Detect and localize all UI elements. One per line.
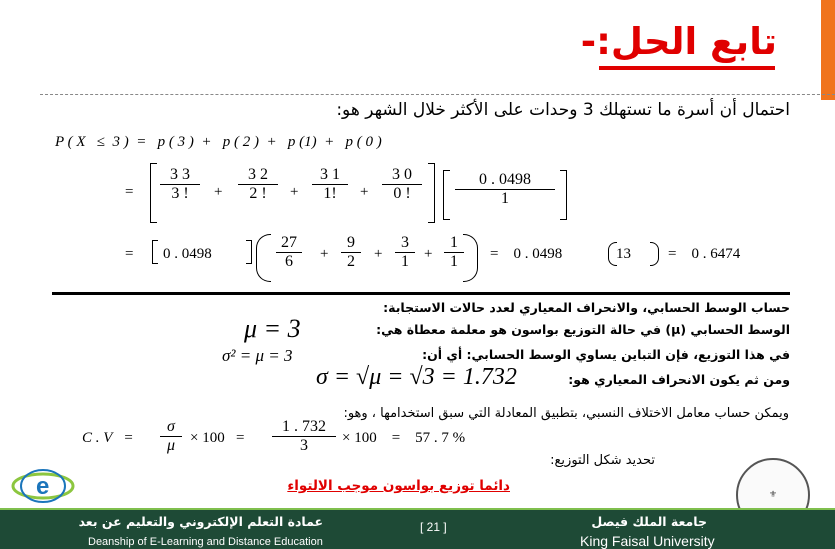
denominator: μ bbox=[166, 437, 176, 454]
denominator: 0 ! bbox=[393, 185, 411, 202]
cv-fraction-value bbox=[272, 418, 336, 455]
numerator: σ bbox=[160, 418, 182, 437]
fraction-a bbox=[276, 234, 302, 271]
bracket-open bbox=[152, 240, 158, 264]
stats-variance-line: في هذا التوزيع، فإن التباين يساوي الوسط الحسابي: أي أن: bbox=[422, 347, 790, 362]
eq2-equals: = bbox=[125, 246, 134, 262]
shape-conclusion: دائما توزيع بواسون موجب الالتواء bbox=[287, 478, 510, 494]
page-title: تابع الحل:- bbox=[580, 20, 777, 63]
section-divider bbox=[52, 292, 790, 295]
numerator: 3 1 bbox=[312, 166, 348, 185]
bracket-close bbox=[428, 163, 435, 223]
fraction-term-3 bbox=[312, 166, 348, 203]
numerator: 3 bbox=[395, 234, 415, 253]
bracket-open bbox=[443, 170, 450, 220]
cv-times: × 100 = bbox=[190, 430, 245, 446]
shape-label: تحديد شكل التوزيع: bbox=[550, 453, 655, 468]
cv-lhs: C . V = bbox=[82, 430, 134, 446]
denominator: 2 ! bbox=[249, 185, 267, 202]
plus-sign: + bbox=[214, 184, 223, 200]
plus-sign: + bbox=[320, 246, 329, 262]
title-underline bbox=[599, 66, 775, 70]
fraction-factor bbox=[455, 171, 555, 208]
cv-fraction-sigma-mu bbox=[160, 418, 182, 455]
mu-equation: μ = 3 bbox=[244, 314, 301, 343]
footer-deanship-ar: عمادة التعلم الإلكتروني والتعليم عن بعد bbox=[78, 514, 323, 529]
plus-sign: + bbox=[374, 246, 383, 262]
numerator: 27 bbox=[276, 234, 302, 253]
denominator: 1 bbox=[450, 253, 458, 270]
variance-equation: σ² = μ = 3 bbox=[222, 346, 293, 365]
plus-sign: + bbox=[290, 184, 299, 200]
eq2-mid: = 0 . 0498 bbox=[490, 246, 563, 262]
fraction-b bbox=[341, 234, 361, 271]
denominator: 6 bbox=[285, 253, 293, 270]
stats-sd-line: ومن ثم يكون الانحراف المعياري هو: bbox=[568, 372, 790, 387]
paren-value: 13 bbox=[616, 246, 631, 262]
bracket-close bbox=[246, 240, 252, 264]
bracket-open bbox=[150, 163, 157, 223]
denominator: 1! bbox=[323, 185, 337, 202]
paren-open bbox=[256, 234, 271, 282]
header-divider bbox=[40, 94, 835, 95]
numerator: 1 . 732 bbox=[272, 418, 336, 437]
accent-bar bbox=[821, 0, 835, 100]
question-text: احتمال أن أسرة ما تستهلك 3 وحدات على الأكثر خلال الشهر هو: bbox=[336, 100, 790, 120]
numerator: 9 bbox=[341, 234, 361, 253]
numerator: 3 2 bbox=[238, 166, 278, 185]
footer-university-ar: جامعة الملك فيصل bbox=[591, 514, 707, 529]
deanship-logo bbox=[10, 464, 76, 506]
denominator: 3 bbox=[300, 437, 308, 454]
stats-heading: حساب الوسط الحسابي، والانحراف المعياري لعدد حالات الاستجابة: bbox=[383, 300, 790, 315]
numerator: 0 . 0498 bbox=[455, 171, 555, 190]
bracket-close bbox=[560, 170, 567, 220]
eq1-equals: = bbox=[125, 184, 134, 200]
paren-close bbox=[650, 242, 659, 266]
denominator: 3 ! bbox=[171, 185, 189, 202]
denominator: 1 bbox=[501, 190, 509, 207]
eq2-result: = 0 . 6474 bbox=[668, 246, 741, 262]
eq2-lead: 0 . 0498 bbox=[163, 246, 212, 262]
footer-line bbox=[0, 508, 835, 510]
numerator: 3 0 bbox=[382, 166, 422, 185]
numerator: 3 3 bbox=[160, 166, 200, 185]
page-number: [ 21 ] bbox=[420, 520, 447, 534]
denominator: 2 bbox=[347, 253, 355, 270]
equation-lhs: P ( X ≤ 3 ) = p ( 3 ) + p ( 2 ) + p (1) + p ( 0 ) bbox=[55, 134, 382, 150]
footer-deanship-en: Deanship of E-Learning and Distance Education bbox=[88, 536, 323, 548]
fraction-d bbox=[444, 234, 464, 271]
numerator: 1 bbox=[444, 234, 464, 253]
svg-text:e: e bbox=[36, 473, 50, 500]
fraction-term-2 bbox=[238, 166, 278, 203]
cv-tail: × 100 = 57 . 7 % bbox=[342, 430, 466, 446]
plus-sign: + bbox=[360, 184, 369, 200]
paren-close bbox=[463, 234, 478, 282]
cv-intro: ويمكن حساب معامل الاختلاف النسبي، بتطبيق المعادلة التي سبق استخدامها ، وهو: bbox=[343, 406, 789, 421]
fraction-term-4 bbox=[382, 166, 422, 203]
deanship-logo-graphic bbox=[10, 464, 76, 506]
plus-sign: + bbox=[424, 246, 433, 262]
university-seal-logo: ⚜ bbox=[736, 458, 810, 532]
footer-university-en: King Faisal University bbox=[580, 533, 715, 549]
stats-mean-line: الوسط الحسابي (μ) في حالة التوزيع بواسون هو معلمة معطاة هي: bbox=[376, 322, 790, 337]
fraction-term-1 bbox=[160, 166, 200, 203]
sd-equation: σ = √μ = √3 = 1.732 bbox=[316, 364, 517, 390]
fraction-c bbox=[395, 234, 415, 271]
denominator: 1 bbox=[401, 253, 409, 270]
